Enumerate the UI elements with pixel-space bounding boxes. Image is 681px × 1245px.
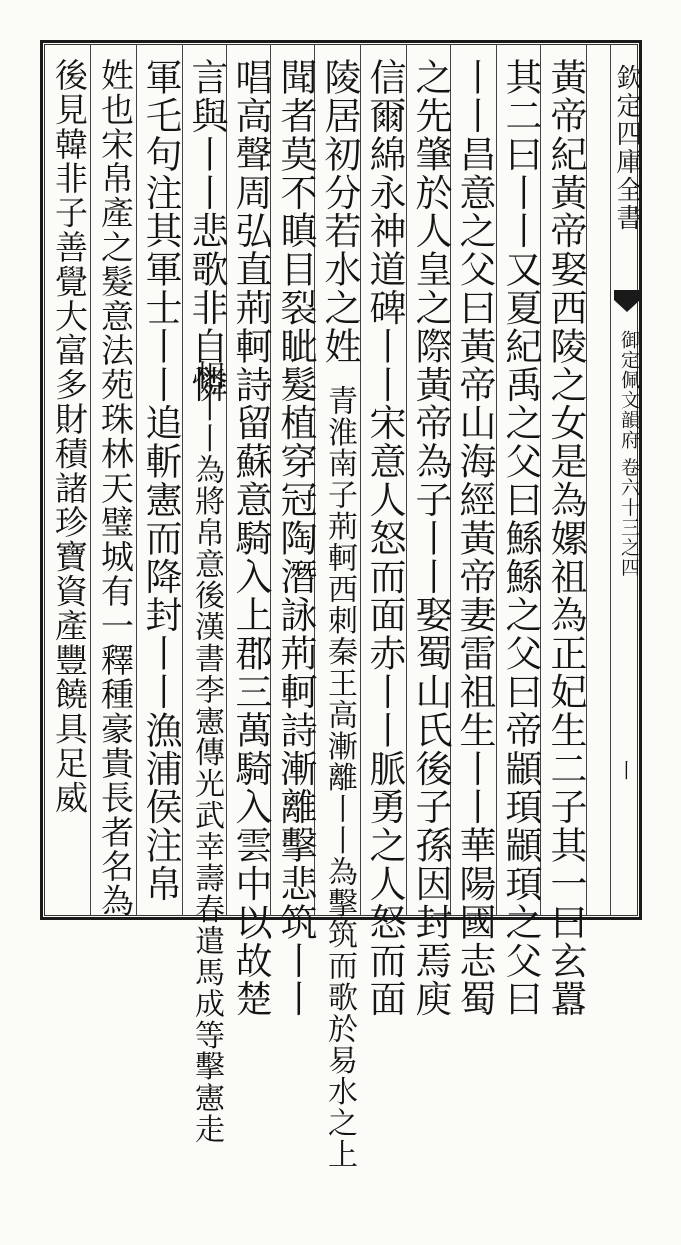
text-column: 其二曰丨丨又夏紀禹之父曰鯀鯀之父曰帝顓頊顓頊之父曰 (499, 58, 542, 1018)
text-column: 軍乇句注其軍士丨丨追斬憲而降封丨丨漁浦侯注帛 (139, 58, 182, 903)
book-title: 欽定四庫全書 (612, 64, 642, 232)
text-column: 姓也宋帛產之髮意法苑珠林天璧城有一釋種豪貴長者名為 (96, 58, 135, 918)
text-column-continued: 青淮南子荊軻西刺秦王高漸離丨丨為擊筑而歌於易水之上 (322, 385, 357, 1170)
section-title: 御定佩文韻府 卷六十三之四 (618, 330, 640, 578)
text-column: 黃帝紀黃帝娶西陵之女是為嫘祖為正妃生二子其一曰玄囂 (544, 58, 587, 1018)
text-column: 聞者莫不瞋目裂眦髮植穿冠陶潛詠荊軻詩漸離擊悲筑丨丨 (274, 58, 317, 1018)
text-column: 唱高聲周弘直荊軻詩留蘇意騎入上郡三萬騎入雲中以故楚 (229, 58, 272, 1018)
spine-rule (610, 44, 611, 916)
text-column: 言與丨丨悲歌非自憐 (185, 58, 228, 404)
text-column: 丨丨昌意之父曰黃帝山海經黃帝妻雷祖生丨丨華陽國志蜀 (453, 58, 496, 1018)
text-column: 之先肇於人皇之際黃帝為子丨丨娶蜀山氏後子孫因封焉庾 (409, 58, 452, 1018)
page-marker: 丨 (613, 760, 637, 780)
text-column: 信爾綿永神道碑丨丨宋意人怒而面赤丨丨脈勇之人怒而面 (363, 58, 406, 1018)
text-column-continued: 相丨丨為將帛意後漢書李憲傳光武幸壽春遣馬成等擊憲走 (189, 360, 224, 1145)
text-column: 陵居初分若水之姓 (318, 58, 361, 366)
text-column: 後見韓非子善覺大富多財積諸珍寶資產豐饒具足威 (50, 58, 89, 815)
